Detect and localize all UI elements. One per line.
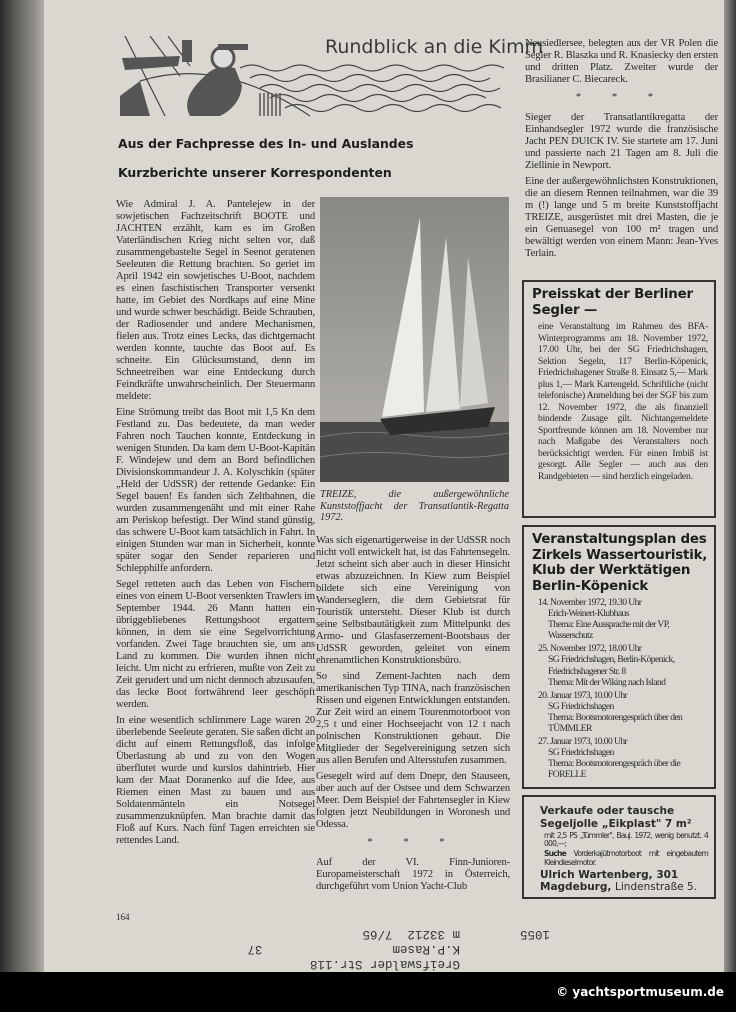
paragraph: So sind Zement-Jachten nach dem amerikanischen Typ TINA, nach französischen Rissen und eigenen Entwicklungen entstanden. Zur Zeit wird an einem Tourenmotorboot von 2,5 t und einer Hochseejacht von 12 t nach polnischen Konstruktionen gebaut. Die Mitglieder der Segelvereinigung setzen sich aus allen Berufen und Altersstufen zusammen.: [316, 671, 510, 766]
ad-title: Verkaufe oder tausche Segeljolle „Eikplast" 7 m²: [540, 805, 692, 830]
page-number: 164: [116, 912, 130, 922]
event-topic: Thema: Mit der Wiking nach Island: [548, 676, 666, 688]
box-title: Preisskat der Berliner Segler —: [532, 287, 693, 318]
event-item: [538, 690, 708, 734]
search-text: Vorderkajütmotorboot mit eingebautem Kleindieselmotor.: [544, 849, 708, 867]
ad-offer: mit 2,5 PS „Tümmler", Bauj. 1972, wenig benutzt. 4 000,—;: [544, 831, 708, 849]
column-3: [525, 38, 718, 264]
classified-ad: [522, 795, 716, 899]
paragraph: Wie Admiral J. A. Pantelejew in der sowjetischen Fachzeitschrift BOOTE und JACHTEN erzählt, kam es im Großen Vaterländischen Krieg nicht selten vor, daß zusammengebastelte Segel in Seenot geratenen Seeleuten die Rettung brachten. So geriet im April 1942 ein sowjetisches U-Boot, nachdem es einen faschistischen Transporter versenkt hatte, im Gebiet des Nordkaps auf eine Mine und wurde schwer beschädigt. Beide Schrauben, der Radiosender und andere Mechanismen, fielen aus. Trotz eines Lecks, das dichtgemacht werden konnte, tauchte das Boot auf. Es schneite. Ein Glücksumstand, denn im Schneetreiben war eine Entdeckung durch Feindkräfte unwahrscheinlich. Der Steuermann meldete:: [116, 199, 315, 402]
stamp-line: 1055 m 33212 7/65: [362, 927, 550, 941]
book-binding: [0, 0, 48, 972]
event-date: 25. November 1972, 18.00 Uhr: [538, 643, 642, 655]
box-title: Veranstaltungsplan des Zirkels Wassertouristik, Klub der Werktätigen Berlin-Köpenick: [532, 532, 708, 594]
heading-kurzberichte: Kurzberichte unserer Korrespondenten: [118, 165, 392, 180]
event-topic: Thema: Bootsmotorengespräch über die FORELLE: [548, 758, 681, 781]
event-date: 14. November 1972, 19.30 Uhr: [538, 597, 642, 608]
event-item: [538, 597, 708, 641]
stamp-name: K.P.Rasem: [392, 942, 460, 956]
separator: * * *: [367, 837, 459, 848]
paragraph: Neusiedlersee, belegten aus der VR Polen die Segler R. Blaszka und R. Knasiecky den ersten und dritten Platz. Zweiter wurde der Brasilianer C. Biecareck.: [525, 38, 719, 85]
paragraph: Eine der außergewöhnlichsten Konstruktionen, die an diesem Rennen teilnahmen, war die 39 m (!) lange und 5 m breite Kunststoffjacht TREIZE, ausgerüstet mit drei Masten, die je ein Genuasegel von 100 m² tragen und bewältigt werden von einem Mann: Jean-Yves Terlain.: [525, 176, 718, 259]
preisskat-box: [522, 280, 716, 518]
search-label: Suche: [544, 849, 566, 859]
event-place: SG Friedrichshagen: [548, 700, 614, 712]
contact-address: Lindenstraße 5.: [615, 881, 698, 894]
event-date: 20. Januar 1973, 10.00 Uhr: [538, 689, 628, 701]
section-title: Rundblick an die Kimm: [325, 36, 544, 58]
address-stamp: [247, 925, 550, 971]
heading-fachpresse: Aus der Fachpresse des In- und Auslandes: [118, 136, 414, 151]
stamp-number: 37: [247, 942, 263, 956]
paragraph: Was sich eigenartigerweise in der UdSSR noch nicht voll entwickelt hat, ist das Fahrtensegeln. Jetzt scheint sich aber auch in dieser Hinsicht etwas abzuzeichnen. In Kiew zum Beispiel bildete sich eine Vereinigung von Wanderseglern, die dem Gebietsrat für Touristik untersteht. Dieser Klub ist durch seine Selbstbautätigkeit zum Mittelpunkt des Armo- und Glasfaserzement-Bootsbaus der UdSSR geworden, geleitet von einem ehrenamtlichen Konstruktionsbüro.: [316, 535, 510, 666]
separator: * * *: [575, 92, 668, 103]
event-date: 27. Januar 1973, 10.00 Uhr: [538, 736, 628, 748]
box-text: eine Veranstaltung im Rahmen des BFA-Winterprogramms am 18. November 1972, 17.00 Uhr, bei der SG Friedrichshagen, Sektion Segeln, 117 Berlin-Köpenick, Friedrichshagener Straße 8. Einsatz 5,— Mark plus 1,— Mark Kartengeld. Schriftliche (nicht telefonische) Anmeldung bei der SGF bis zum 12. November 1972, die als finanziell bindende Zusage gilt. Nichtangemeldete Sportfreunde können am 18. November nur nach Maßgabe des Veranstalters noch berücksichtigt werden. Für einen Imbiß ist gesorgt. Alle Segler — auch aus den Randgebieten — sind herzlich eingeladen.: [538, 321, 708, 482]
event-item: [538, 643, 708, 687]
paragraph: Eine Strömung treibt das Boot mit 1,5 Kn dem Festland zu. Das bedeutete, da man weder Fahren noch Tauchen konnte, Entdeckung in wenigen Stunden. Da kam dem U-Boot-Kapitän F. Windejew und dem an Bord befindlichen Divisionskommandeur J. A. Kolyschkin (später „Held der UdSSR) der rettende Gedanke: Ein Segel bauen! Es fanden sich Zeltbahnen, die wurden zusammengenäht und mit einer Rahe am Periskop befestigt. Der Wind stand günstig, das schwere U-Boot kam tatsächlich in Fahrt. In einigen Stunden war man in Sicherheit, konnte später sogar den Sender reparieren und Schlepphilfe anfordern.: [116, 407, 315, 574]
veranstaltungsplan-box: [522, 525, 716, 789]
copyright-notice: © yachtsportmuseum.de: [556, 985, 724, 999]
paragraph: Auf der VI. Finn-Junioren-Europameisterschaft 1972 in Österreich, durchgeführt vom Union Yacht-Club: [316, 857, 510, 892]
photo-caption: TREIZE, die außergewöhnliche Kunststoffjacht der Transatlantik-Regatta 1972.: [320, 489, 509, 524]
event-topic: Thema: Bootsmotorengespräch über den TÜMMLER: [548, 711, 683, 735]
ad-contact: [532, 869, 708, 894]
column-2: [316, 535, 510, 897]
event-item: [538, 736, 708, 780]
column-1: [116, 199, 315, 851]
event-place: Erich-Weinert-Klubhaus: [548, 608, 629, 620]
stamp-line: Greifswalder Str.118: [309, 957, 460, 971]
page-edge: [724, 0, 736, 972]
paragraph: In eine wesentlich schlimmere Lage waren 20 überlebende Seeleute geraten. Sie saßen dicht an dicht auf einem Rettungsfloß, das infolge Überlastung ab und zu von den Wogen überflutet wurde und kurslos dahintrieb. Hier kam der Maat Doranenko auf die Idee, aus Riemen einen Mast zu bauen und aus Soldatenmänteln ein Notsegel zusammenzuknüpfen. Man brachte damit das Floß auf Kurs. Nach fünf Tagen erreichten sie rettendes Land.: [116, 715, 315, 846]
contact-name: Ulrich Wartenberg, 301 Magdeburg,: [540, 868, 679, 894]
sailboat-photo: [320, 197, 509, 482]
paragraph: Gesegelt wird auf dem Dnepr, den Stauseen, aber auch auf der Ostsee und dem Schwarzen Meer. Dem Beispiel der Fahrtensegler in Kiew folgten jetzt Neubildungen in Woronesh und Odessa.: [316, 771, 510, 830]
event-place: SG Friedrichshagen, Berlin-Köpenick, Friedrichshagener Str. 8: [548, 654, 675, 677]
ad-search: [532, 850, 708, 866]
paragraph: Sieger der Transatlantikregatta der Einhandsegler 1972 wurde die französische Jacht PEN DUICK IV. Sie startete am 17. Juni und passierte nach 21 Tagen am 8. Juli die Ziellinie in Newport.: [525, 112, 718, 171]
paragraph: Segel retteten auch das Leben von Fischern eines von einem U-Boot versenkten Trawlers im September 1944. 26 Mann hatten ein übriggebliebenes Rettungsboot ergattern können, in dem sie eine Segelvorrichtung vorfanden. Zwei Tage brauchten sie, um ans Land zu kommen. Die wurden ihnen nicht leicht. Um nicht zu erfrieren, mußte von Zeit zu Zeit gerudert und um nicht dennoch abzusaufen, das lecke Boot fortwährend leer geschöpft werden.: [116, 579, 315, 710]
event-place: SG Friedrichshagen: [548, 747, 614, 759]
event-topic: Thema: Eine Aussprache mit der VP, Wasserschutz: [548, 619, 670, 642]
stamp-line: [247, 941, 550, 956]
